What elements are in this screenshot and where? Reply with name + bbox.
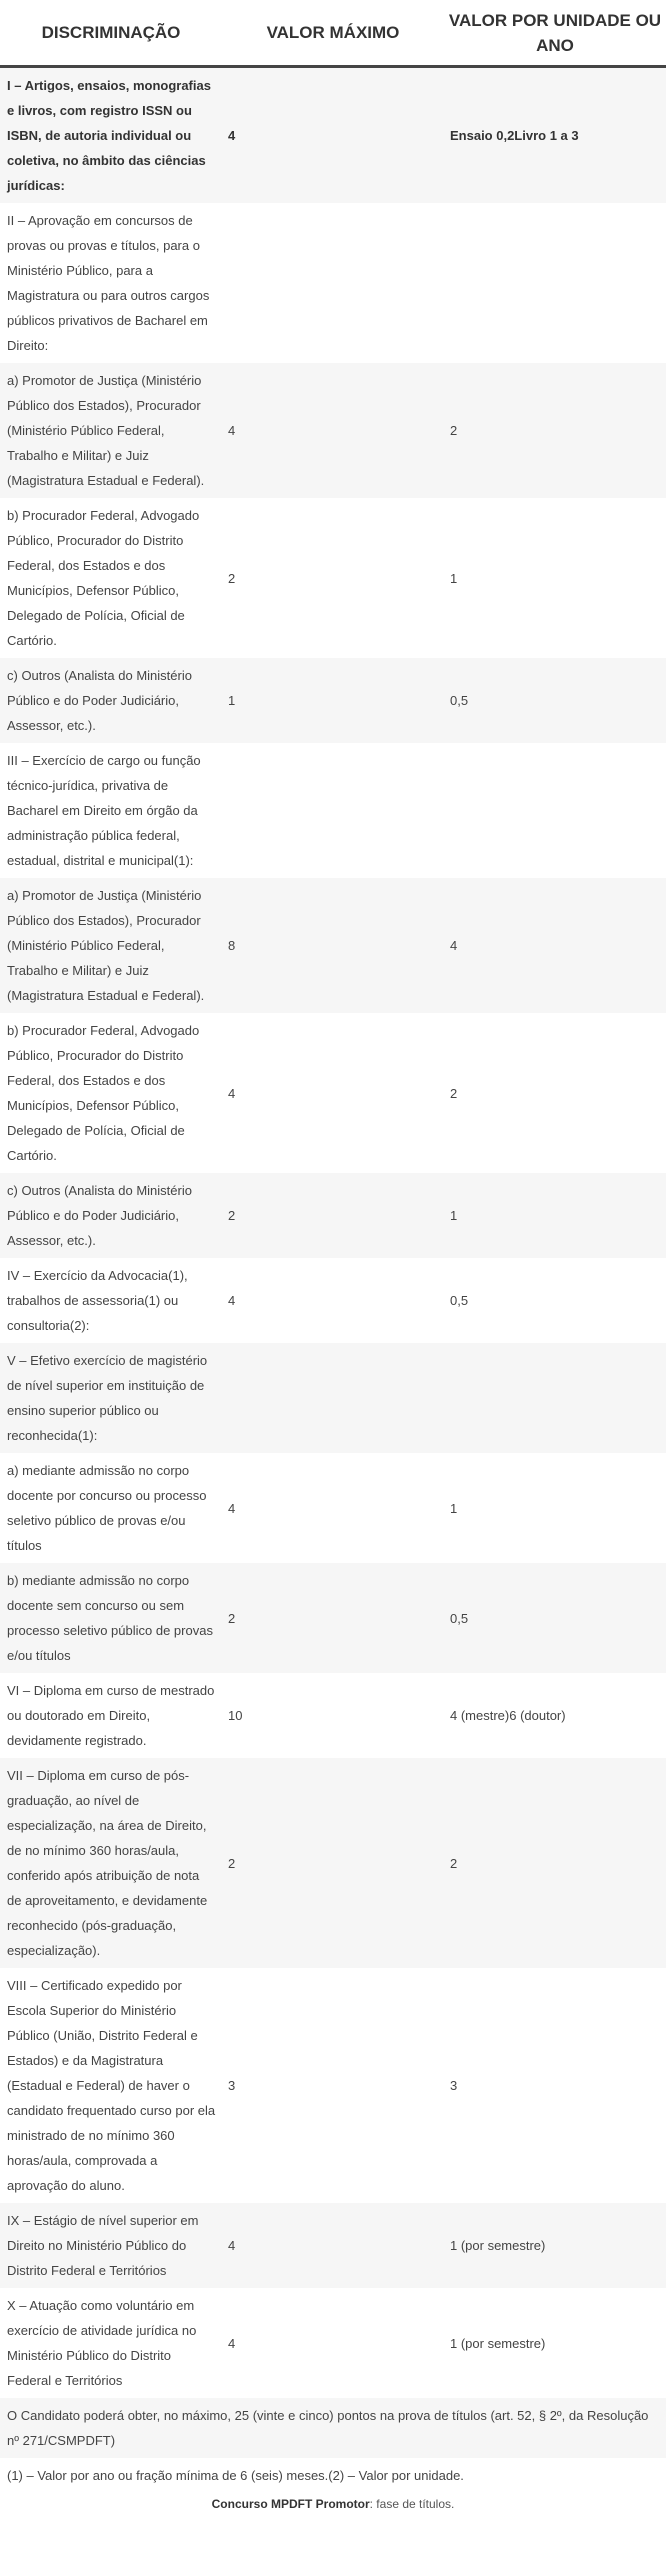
cell-discriminacao: a) Promotor de Justiça (Ministério Público dos Estados), Procurador (Ministério Público Federal, Trabalho e Militar) e Juiz (Magistratura Estadual e Federal). — [0, 878, 222, 1013]
cell-valor-unidade: 0,5 — [444, 1258, 666, 1343]
table-row — [0, 1968, 666, 2203]
cell-valor-unidade — [444, 743, 666, 878]
cell-discriminacao: a) mediante admissão no corpo docente por concurso ou processo seletivo público de provas e/ou títulos — [0, 1453, 222, 1563]
cell-valor-unidade: 2 — [444, 363, 666, 498]
table-row — [0, 1563, 666, 1673]
cell-discriminacao: IV – Exercício da Advocacia(1), trabalhos de assessoria(1) ou consultoria(2): — [0, 1258, 222, 1343]
cell-valor-maximo: 2 — [222, 498, 444, 658]
cell-valor-maximo: 4 — [222, 1013, 444, 1173]
cell-valor-maximo: 10 — [222, 1673, 444, 1758]
note-max-points: O Candidato poderá obter, no máximo, 25 (vinte e cinco) pontos na prova de títulos (art. 52, § 2º, da Resolução nº 271/CSMPDFT) — [0, 2398, 666, 2458]
cell-discriminacao: V – Efetivo exercício de magistério de nível superior em instituição de ensino superior público ou reconhecida(1): — [0, 1343, 222, 1453]
cell-discriminacao: I – Artigos, ensaios, monografias e livros, com registro ISSN ou ISBN, de autoria individual ou coletiva, no âmbito das ciências jurídicas: — [0, 67, 222, 204]
cell-valor-unidade: 0,5 — [444, 1563, 666, 1673]
table-row — [0, 2288, 666, 2398]
table-row — [0, 1258, 666, 1343]
caption-bold: Concurso MPDFT Promotor — [211, 2497, 370, 2511]
table-row — [0, 1013, 666, 1173]
table-row — [0, 363, 666, 498]
table-row — [0, 1673, 666, 1758]
cell-valor-maximo: 2 — [222, 1173, 444, 1258]
figure-caption — [0, 2493, 666, 2511]
note-row-footnotes — [0, 2458, 666, 2493]
cell-discriminacao: b) Procurador Federal, Advogado Público, Procurador do Distrito Federal, dos Estados e dos Municípios, Defensor Público, Delegado de Polícia, Oficial de Cartório. — [0, 1013, 222, 1173]
cell-valor-unidade — [444, 203, 666, 363]
header-valor-maximo: VALOR MÁXIMO — [222, 0, 444, 67]
cell-valor-maximo: 4 — [222, 1453, 444, 1563]
cell-valor-maximo: 1 — [222, 658, 444, 743]
cell-valor-maximo: 4 — [222, 2203, 444, 2288]
cell-valor-unidade: 1 — [444, 1453, 666, 1563]
cell-valor-maximo: 2 — [222, 1758, 444, 1968]
header-discriminacao: DISCRIMINAÇÃO — [0, 0, 222, 67]
cell-discriminacao: b) Procurador Federal, Advogado Público, Procurador do Distrito Federal, dos Estados e dos Municípios, Defensor Público, Delegado de Polícia, Oficial de Cartório. — [0, 498, 222, 658]
note-row-max-points — [0, 2398, 666, 2458]
table-row — [0, 658, 666, 743]
table-row — [0, 67, 666, 204]
cell-valor-maximo: 4 — [222, 363, 444, 498]
table-row — [0, 1173, 666, 1258]
cell-valor-unidade: Ensaio 0,2Livro 1 a 3 — [444, 67, 666, 204]
cell-valor-unidade: 2 — [444, 1013, 666, 1173]
table-row — [0, 1453, 666, 1563]
table-body — [0, 67, 666, 2399]
cell-valor-unidade: 4 (mestre)6 (doutor) — [444, 1673, 666, 1758]
cell-discriminacao: IX – Estágio de nível superior em Direito no Ministério Público do Distrito Federal e Territórios — [0, 2203, 222, 2288]
cell-discriminacao: c) Outros (Analista do Ministério Público e do Poder Judiciário, Assessor, etc.). — [0, 658, 222, 743]
cell-discriminacao: c) Outros (Analista do Ministério Público e do Poder Judiciário, Assessor, etc.). — [0, 1173, 222, 1258]
table-row — [0, 1758, 666, 1968]
cell-valor-unidade: 3 — [444, 1968, 666, 2203]
cell-valor-unidade: 2 — [444, 1758, 666, 1968]
note-footnotes: (1) – Valor por ano ou fração mínima de 6 (seis) meses.(2) – Valor por unidade. — [0, 2458, 666, 2493]
cell-valor-unidade: 0,5 — [444, 658, 666, 743]
cell-discriminacao: II – Aprovação em concursos de provas ou provas e títulos, para o Ministério Público, para a Magistratura ou para outros cargos públicos privativos de Bacharel em Direito: — [0, 203, 222, 363]
cell-discriminacao: VI – Diploma em curso de mestrado ou doutorado em Direito, devidamente registrado. — [0, 1673, 222, 1758]
cell-discriminacao: VII – Diploma em curso de pós-graduação, ao nível de especialização, na área de Direito, de no mínimo 360 horas/aula, conferido após atribuição de nota de aproveitamento, e devidamente reconhecido (pós-graduação, especialização). — [0, 1758, 222, 1968]
cell-valor-maximo: 8 — [222, 878, 444, 1013]
table-row — [0, 878, 666, 1013]
cell-valor-maximo — [222, 1343, 444, 1453]
table-row — [0, 2203, 666, 2288]
cell-valor-maximo — [222, 743, 444, 878]
table-header-row — [0, 0, 666, 67]
cell-valor-unidade — [444, 1343, 666, 1453]
table-row — [0, 498, 666, 658]
cell-valor-maximo: 4 — [222, 67, 444, 204]
cell-valor-maximo — [222, 203, 444, 363]
cell-valor-unidade: 4 — [444, 878, 666, 1013]
caption-text: : fase de títulos. — [369, 2497, 455, 2511]
cell-valor-maximo: 3 — [222, 1968, 444, 2203]
cell-discriminacao: VIII – Certificado expedido por Escola Superior do Ministério Público (União, Distrito Federal e Estados) e da Magistratura (Estadual e Federal) de haver o candidato frequentado curso por ela ministrado de no mínimo 360 horas/aula, comprovada a aprovação do aluno. — [0, 1968, 222, 2203]
cell-valor-maximo: 4 — [222, 1258, 444, 1343]
cell-valor-unidade: 1 (por semestre) — [444, 2288, 666, 2398]
table-row — [0, 203, 666, 363]
cell-discriminacao: III – Exercício de cargo ou função técnico-jurídica, privativa de Bacharel em Direito em órgão da administração pública federal, estadual, distrital e municipal(1): — [0, 743, 222, 878]
cell-discriminacao: X – Atuação como voluntário em exercício de atividade jurídica no Ministério Público do Distrito Federal e Territórios — [0, 2288, 222, 2398]
cell-valor-unidade: 1 — [444, 498, 666, 658]
header-valor-por-unidade: VALOR POR UNIDADE OU ANO — [444, 0, 666, 67]
cell-valor-maximo: 2 — [222, 1563, 444, 1673]
cell-discriminacao: a) Promotor de Justiça (Ministério Público dos Estados), Procurador (Ministério Público Federal, Trabalho e Militar) e Juiz (Magistratura Estadual e Federal). — [0, 363, 222, 498]
cell-discriminacao: b) mediante admissão no corpo docente sem concurso ou sem processo seletivo público de provas e/ou títulos — [0, 1563, 222, 1673]
table-row — [0, 743, 666, 878]
cell-valor-unidade: 1 — [444, 1173, 666, 1258]
table-row — [0, 1343, 666, 1453]
cell-valor-unidade: 1 (por semestre) — [444, 2203, 666, 2288]
cell-valor-maximo: 4 — [222, 2288, 444, 2398]
